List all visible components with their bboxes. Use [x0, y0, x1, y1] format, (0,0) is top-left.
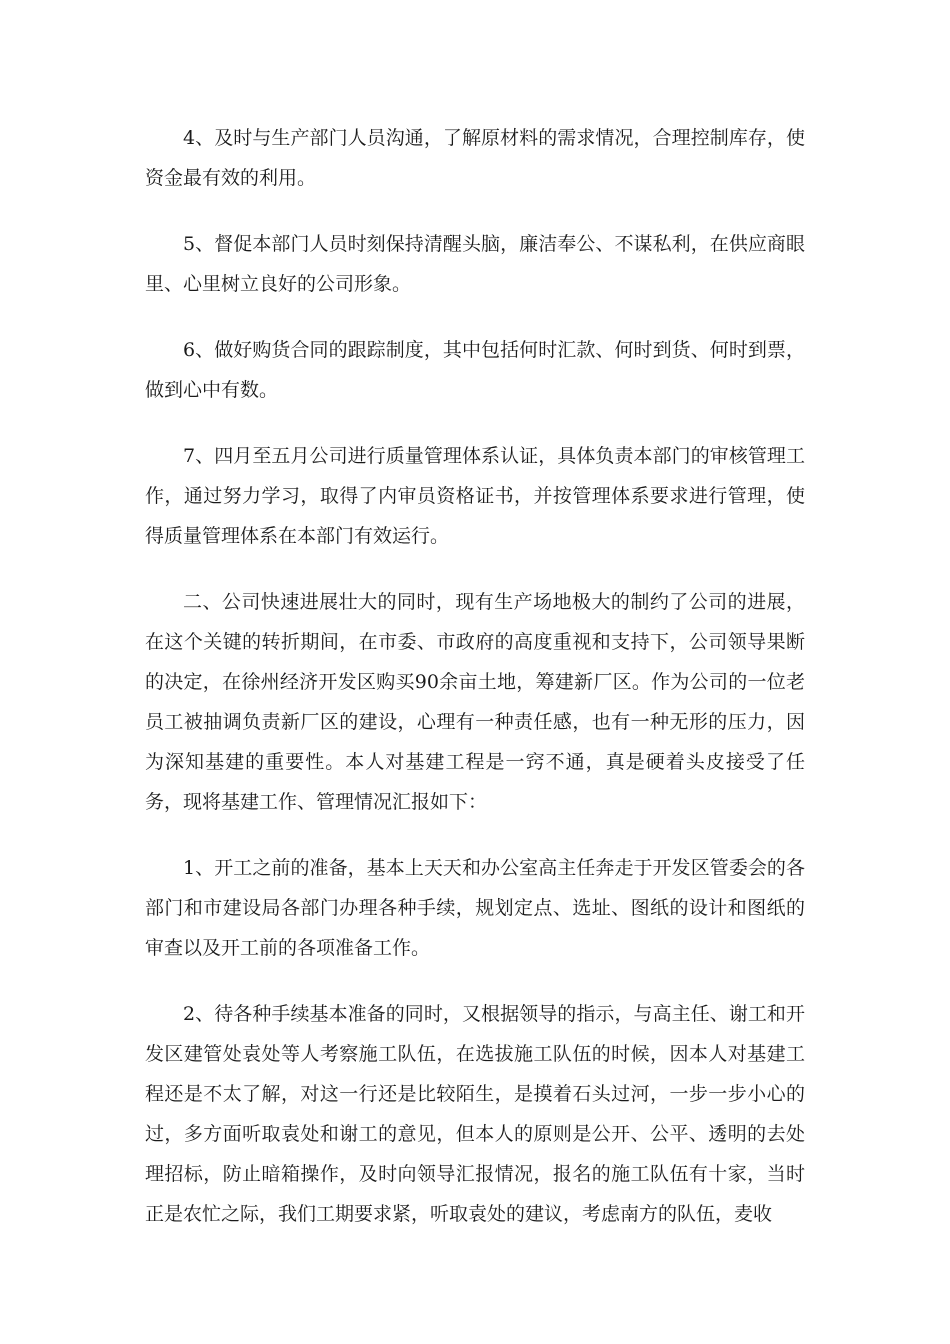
paragraph-subitem-1: 1、开工之前的准备，基本上天天和办公室高主任奔走于开发区管委会的各部门和市建设局各部门办理各种手续，规划定点、选址、图纸的设计和图纸的审查以及开工前的各项准备工作。 — [145, 857, 805, 959]
paragraph-subitem-2: 2、待各种手续基本准备的同时，又根据领导的指示，与高主任、谢工和开发区建管处袁处等人考察施工队伍，在选拔施工队伍的时候，因本人对基建工程还是不太了解，对这一行还是比较陌生，是摸着石头过河，一步一步小心的过，多方面听取袁处和谢工的意见，但本人的原则是公开、公平、透明的去处理招标，防止暗箱操作，及时向领导汇报情况，报名的施工队伍有十家，当时正是农忙之际，我们工期要求紧，听取袁处的建议，考虑南方的队伍，麦收 — [145, 1003, 805, 1225]
document-body — [145, 118, 805, 1260]
paragraph-item-6: 6、做好购货合同的跟踪制度，其中包括何时汇款、何时到货、何时到票，做到心中有数。 — [145, 339, 805, 401]
paragraph-item-7: 7、四月至五月公司进行质量管理体系认证，具体负责本部门的审核管理工作，通过努力学习，取得了内审员资格证书，并按管理体系要求进行管理，使得质量管理体系在本部门有效运行。 — [145, 445, 805, 547]
paragraph-item-4: 4、及时与生产部门人员沟通，了解原材料的需求情况，合理控制库存，使资金最有效的利用。 — [145, 127, 805, 189]
paragraph-item-5: 5、督促本部门人员时刻保持清醒头脑，廉洁奉公、不谋私利，在供应商眼里、心里树立良好的公司形象。 — [145, 233, 805, 295]
paragraph-section-2: 二、公司快速进展壮大的同时，现有生产场地极大的制约了公司的进展，在这个关键的转折期间，在市委、市政府的高度重视和支持下，公司领导果断的决定，在徐州经济开发区购买90余亩土地，筹建新厂区。作为公司的一位老员工被抽调负责新厂区的建设，心理有一种责任感，也有一种无形的压力，因为深知基建的重要性。本人对基建工程是一窍不通，真是硬着头皮接受了任务，现将基建工作、管理情况汇报如下： — [145, 591, 805, 813]
